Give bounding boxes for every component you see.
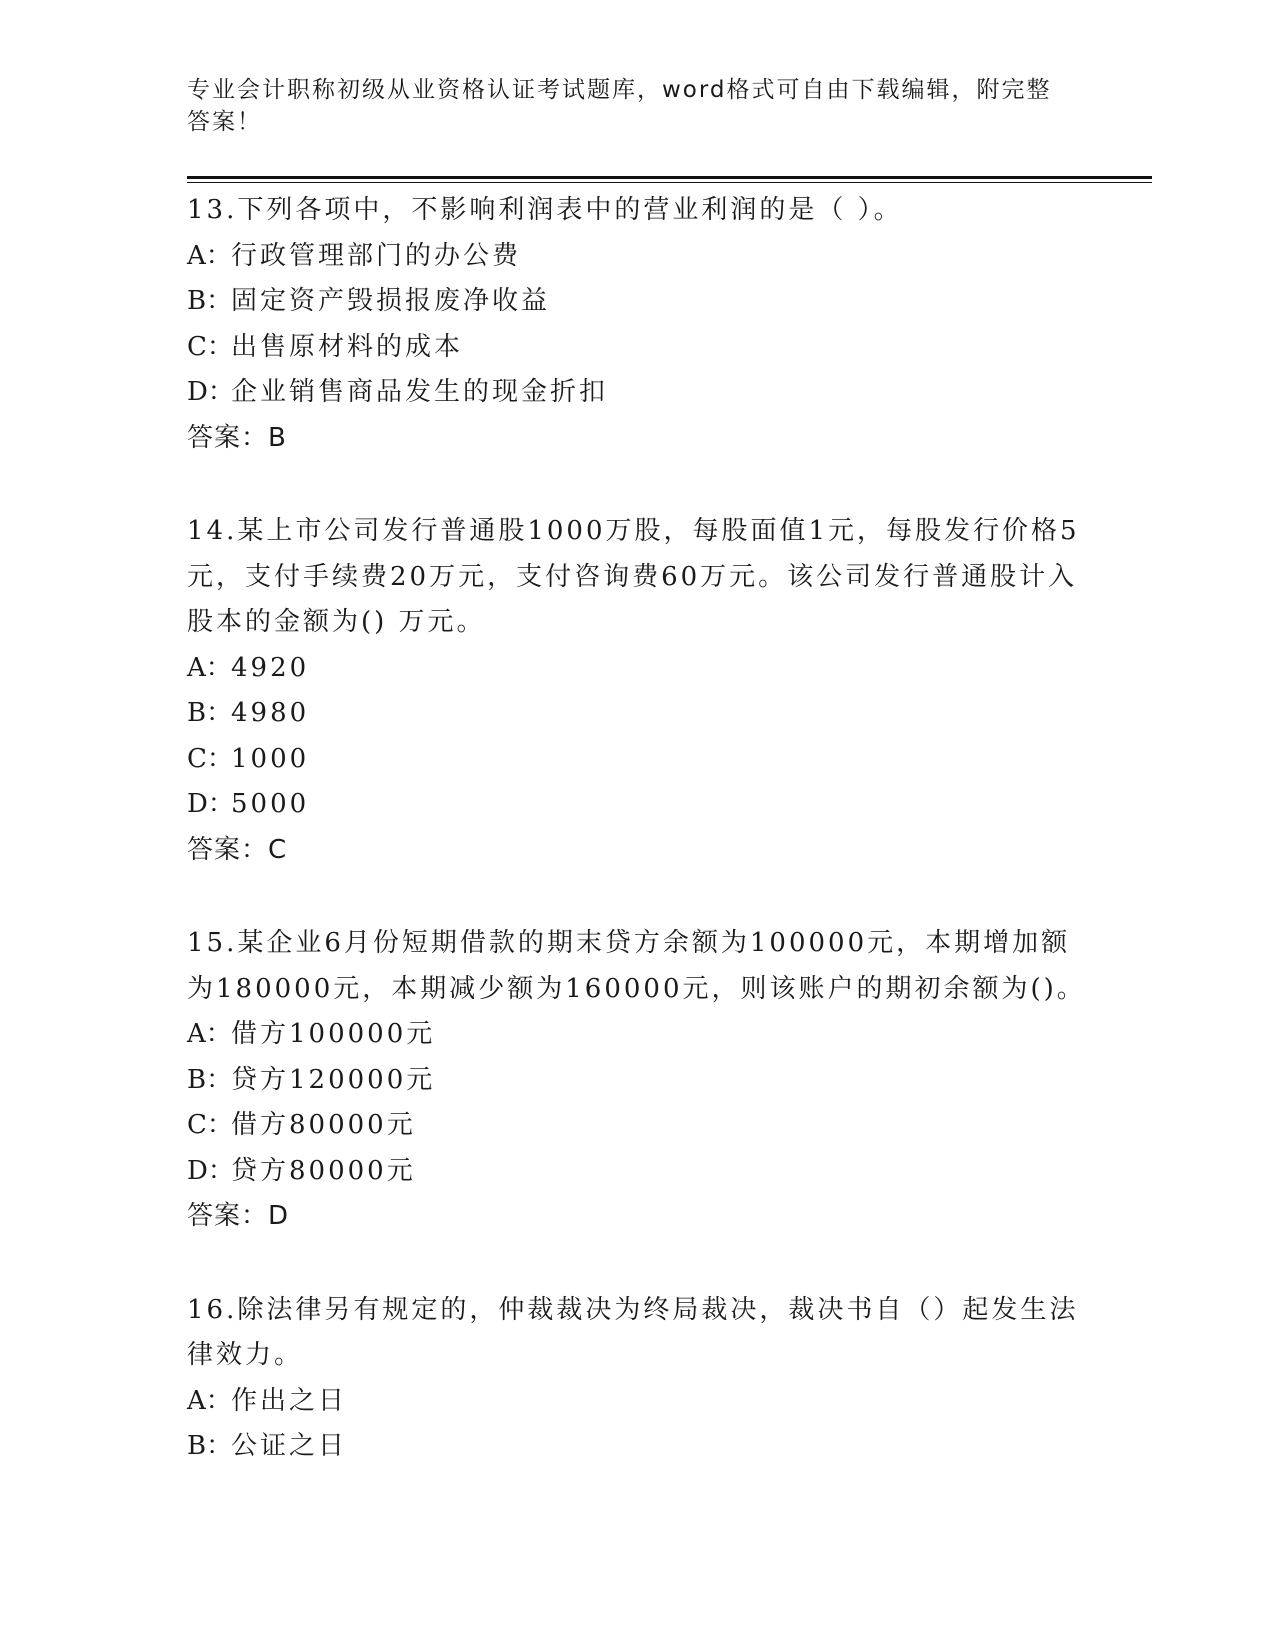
option-key: B： <box>187 286 233 316</box>
option-text: 1000 <box>231 743 310 774</box>
option-key: A： <box>187 652 232 683</box>
question-14 <box>187 509 1087 873</box>
question-15 <box>187 921 1087 1240</box>
option-b <box>187 1424 1087 1470</box>
option-d <box>187 782 1087 828</box>
option-text: 贷方120000元 <box>231 1064 436 1095</box>
option-key: C： <box>187 743 233 774</box>
option-a <box>187 1012 1087 1058</box>
option-c <box>187 737 1087 783</box>
option-text: 4980 <box>231 698 310 728</box>
question-13 <box>187 188 1087 461</box>
question-list <box>187 188 1087 1518</box>
question-stem: 16.除法律另有规定的，仲裁裁决为终局裁决，裁决书自（）起发生法律效力。 <box>187 1294 1079 1370</box>
answer-line: 答案：C <box>187 834 288 865</box>
option-key: C： <box>187 1110 233 1140</box>
option-text: 作出之日 <box>231 1385 348 1416</box>
option-key: A： <box>187 1385 232 1416</box>
header-divider-thin <box>187 182 1152 183</box>
question-stem: 13.下列各项中，不影响利润表中的营业利润的是（ ）。 <box>187 195 903 225</box>
option-key: B： <box>187 698 233 728</box>
option-key: A： <box>187 240 232 271</box>
option-b <box>187 279 1087 325</box>
option-text: 借方100000元 <box>231 1019 436 1049</box>
option-a <box>187 646 1087 692</box>
question-stem: 14.某上市公司发行普通股1000万股，每股面值1元，每股发行价格5元，支付手续费20万元，支付咨询费60万元。该公司发行普通股计入股本的金额为() 万元。 <box>187 516 1080 637</box>
option-text: 5000 <box>231 789 310 819</box>
option-text: 出售原材料的成本 <box>231 331 464 362</box>
option-text: 固定资产毁损报废净收益 <box>231 286 551 316</box>
option-c <box>187 1103 1087 1149</box>
answer-line: 答案：B <box>187 422 287 453</box>
option-key: C： <box>187 331 233 362</box>
header-divider-thick <box>187 176 1152 179</box>
option-key: D： <box>187 1155 234 1186</box>
option-d <box>187 370 1087 416</box>
option-text: 企业销售商品发生的现金折扣 <box>231 377 609 407</box>
option-text: 4920 <box>231 652 310 683</box>
answer-line: 答案：D <box>187 1201 290 1231</box>
option-text: 借方80000元 <box>231 1110 416 1140</box>
question-stem: 15.某企业6月份短期借款的期末贷方余额为100000元，本期增加额为180000元，本期减少额为160000元，则该账户的期初余额为()。 <box>187 928 1086 1004</box>
page-header-text: 专业会计职称初级从业资格认证考试题库，word格式可自由下载编辑，附完整答案！ <box>187 77 1052 135</box>
option-a <box>187 1379 1087 1425</box>
option-key: B： <box>187 1064 233 1095</box>
option-b <box>187 1058 1087 1104</box>
option-key: A： <box>187 1019 232 1049</box>
option-c <box>187 325 1087 371</box>
option-key: B： <box>187 1431 233 1461</box>
option-text: 公证之日 <box>231 1431 348 1461</box>
option-text: 贷方80000元 <box>231 1155 416 1186</box>
option-d <box>187 1149 1087 1195</box>
question-16 <box>187 1288 1087 1470</box>
option-text: 行政管理部门的办公费 <box>231 240 522 271</box>
option-a <box>187 234 1087 280</box>
option-key: D： <box>187 377 234 407</box>
option-key: D： <box>187 789 234 819</box>
option-b <box>187 691 1087 737</box>
